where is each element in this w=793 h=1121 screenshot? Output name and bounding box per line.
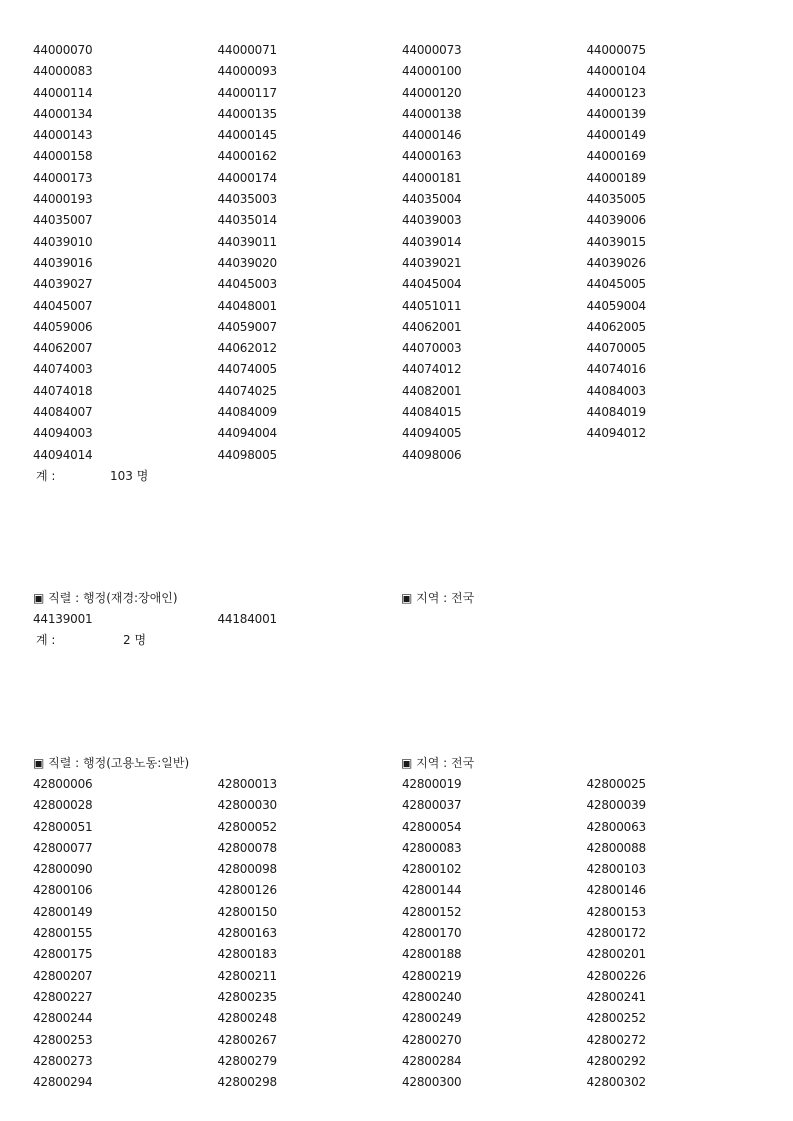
number-grid-3	[33, 776, 773, 1095]
applicant-number: 42800037	[402, 798, 462, 813]
applicant-number: 42800083	[402, 840, 462, 855]
applicant-number: 44035004	[402, 192, 462, 207]
applicant-number: 44039020	[217, 255, 277, 270]
applicant-number: 44074018	[33, 383, 93, 398]
applicant-number: 44062012	[217, 341, 277, 356]
applicant-number: 44000138	[402, 106, 462, 121]
applicant-number: 42800244	[33, 1011, 93, 1026]
applicant-number: 42800279	[217, 1053, 277, 1068]
job-series-title: ▣ 직렬 : 행정(재경:장애인)	[33, 591, 178, 605]
applicant-number: 44039014	[402, 234, 462, 249]
applicant-number: 44000173	[33, 170, 93, 185]
applicant-number: 44084009	[217, 405, 277, 420]
applicant-number: 44062005	[586, 319, 646, 334]
applicant-number: 42800172	[586, 926, 646, 941]
applicant-number: 44000114	[33, 85, 93, 100]
applicant-number: 44039015	[586, 234, 646, 249]
applicant-number: 42800235	[217, 989, 277, 1004]
applicant-number: 44035005	[586, 192, 646, 207]
applicant-number: 44084015	[402, 405, 462, 420]
number-grid-2	[33, 611, 773, 632]
applicant-number: 44000189	[586, 170, 646, 185]
total-row-2	[33, 632, 773, 654]
applicant-number: 44094012	[586, 426, 646, 441]
applicant-number: 44000100	[402, 64, 462, 79]
applicant-number: 42800253	[33, 1032, 93, 1047]
applicant-number: 42800153	[586, 904, 646, 919]
applicant-number: 44000104	[586, 64, 646, 79]
applicant-number: 44000123	[586, 85, 646, 100]
total-row-1	[33, 468, 773, 490]
section-3	[33, 754, 773, 1095]
section-1	[33, 42, 773, 490]
applicant-number: 42800077	[33, 840, 93, 855]
applicant-number: 42800252	[586, 1011, 646, 1026]
applicant-number: 42800152	[402, 904, 462, 919]
applicant-number: 42800054	[402, 819, 462, 834]
applicant-number: 42800300	[402, 1075, 462, 1090]
applicant-number: 44000071	[217, 43, 277, 57]
applicant-number: 42800150	[217, 904, 277, 919]
applicant-number: 44059004	[586, 298, 646, 313]
applicant-number: 42800028	[33, 798, 93, 813]
applicant-number: 44000145	[217, 128, 277, 143]
applicant-number: 44139001	[33, 612, 93, 626]
applicant-number: 42800146	[586, 883, 646, 898]
applicant-number: 44098005	[217, 447, 277, 462]
applicant-number: 44094014	[33, 447, 93, 462]
applicant-number: 42800170	[402, 926, 462, 941]
applicant-number: 44039011	[217, 234, 277, 249]
applicant-number: 44000073	[402, 43, 462, 57]
applicant-number: 42800144	[402, 883, 462, 898]
applicant-number: 44000158	[33, 149, 93, 164]
applicant-number: 44074012	[402, 362, 462, 377]
applicant-number: 42800019	[402, 777, 462, 791]
applicant-number: 42800270	[402, 1032, 462, 1047]
applicant-number: 44000139	[586, 106, 646, 121]
applicant-number: 42800126	[217, 883, 277, 898]
applicant-number: 42800039	[586, 798, 646, 813]
applicant-number: 42800267	[217, 1032, 277, 1047]
applicant-number: 44000120	[402, 85, 462, 100]
applicant-number: 42800078	[217, 840, 277, 855]
applicant-number: 42800227	[33, 989, 93, 1004]
applicant-number: 44000117	[217, 85, 277, 100]
applicant-number: 42800106	[33, 883, 93, 898]
applicant-number: 44000143	[33, 128, 93, 143]
region-title: ▣ 지역 : 전국	[401, 756, 475, 770]
applicant-number: 44094004	[217, 426, 277, 441]
applicant-number: 44074005	[217, 362, 277, 377]
applicant-number: 42800025	[586, 777, 646, 791]
applicant-number: 44000174	[217, 170, 277, 185]
applicant-number: 42800298	[217, 1075, 277, 1090]
applicant-number: 42800051	[33, 819, 93, 834]
total-label: 계 :	[36, 633, 56, 648]
applicant-number: 42800226	[586, 968, 646, 983]
applicant-number: 42800155	[33, 926, 93, 941]
applicant-number: 44000169	[586, 149, 646, 164]
applicant-number: 44070005	[586, 341, 646, 356]
applicant-number: 44039027	[33, 277, 93, 292]
applicant-number: 42800302	[586, 1075, 646, 1090]
number-grid-1	[33, 42, 773, 468]
applicant-number: 42800240	[402, 989, 462, 1004]
applicant-number: 44000093	[217, 64, 277, 79]
applicant-number: 44000163	[402, 149, 462, 164]
applicant-number: 44084019	[586, 405, 646, 420]
applicant-number: 44045003	[217, 277, 277, 292]
applicant-number: 44074003	[33, 362, 93, 377]
applicant-number: 44039016	[33, 255, 93, 270]
applicant-number: 44035007	[33, 213, 93, 228]
applicant-number: 44000070	[33, 43, 93, 57]
applicant-number: 44039026	[586, 255, 646, 270]
applicant-number: 44094005	[402, 426, 462, 441]
applicant-number: 44000181	[402, 170, 462, 185]
applicant-number: 42800163	[217, 926, 277, 941]
applicant-number: 42800219	[402, 968, 462, 983]
applicant-number: 42800149	[33, 904, 93, 919]
applicant-number: 44035003	[217, 192, 277, 207]
applicant-number: 44048001	[217, 298, 277, 313]
applicant-number: 42800207	[33, 968, 93, 983]
total-value: 103 명	[110, 468, 149, 483]
applicant-number: 44000162	[217, 149, 277, 164]
applicant-number: 44000149	[586, 128, 646, 143]
applicant-number: 42800030	[217, 798, 277, 813]
applicant-number: 42800175	[33, 947, 93, 962]
applicant-number: 44059006	[33, 319, 93, 334]
applicant-number: 44000135	[217, 106, 277, 121]
section-2	[33, 589, 773, 654]
applicant-number: 44045007	[33, 298, 93, 313]
applicant-number: 44000075	[586, 43, 646, 57]
section-header-3	[33, 754, 773, 776]
applicant-number: 44039003	[402, 213, 462, 228]
applicant-number: 42800006	[33, 777, 93, 791]
applicant-number: 44039010	[33, 234, 93, 249]
applicant-number: 44082001	[402, 383, 462, 398]
applicant-number: 42800088	[586, 840, 646, 855]
applicant-number: 42800090	[33, 862, 93, 877]
applicant-number: 44062007	[33, 341, 93, 356]
applicant-number: 42800183	[217, 947, 277, 962]
applicant-number: 44035014	[217, 213, 277, 228]
job-series-title: ▣ 직렬 : 행정(고용노동:일반)	[33, 756, 190, 770]
applicant-number: 44059007	[217, 319, 277, 334]
applicant-number: 44051011	[402, 298, 462, 313]
applicant-number: 44039006	[586, 213, 646, 228]
applicant-number: 42800292	[586, 1053, 646, 1068]
applicant-number: 44062001	[402, 319, 462, 334]
applicant-number: 42800249	[402, 1011, 462, 1026]
applicant-number: 44000146	[402, 128, 462, 143]
applicant-number: 44070003	[402, 341, 462, 356]
region-title: ▣ 지역 : 전국	[401, 591, 475, 605]
applicant-number: 44045005	[586, 277, 646, 292]
applicant-number: 44000193	[33, 192, 93, 207]
applicant-number: 44098006	[402, 447, 462, 462]
applicant-number: 44094003	[33, 426, 93, 441]
applicant-number: 42800188	[402, 947, 462, 962]
applicant-number: 42800211	[217, 968, 277, 983]
applicant-number: 44039021	[402, 255, 462, 270]
applicant-number: 42800052	[217, 819, 277, 834]
applicant-number: 44000083	[33, 64, 93, 79]
applicant-number: 44074016	[586, 362, 646, 377]
applicant-number: 44084003	[586, 383, 646, 398]
section-header-2	[33, 589, 773, 611]
applicant-number: 44045004	[402, 277, 462, 292]
applicant-number: 42800248	[217, 1011, 277, 1026]
applicant-number: 42800063	[586, 819, 646, 834]
total-label: 계 :	[36, 468, 56, 483]
applicant-number: 44184001	[217, 612, 277, 626]
applicant-number: 42800294	[33, 1075, 93, 1090]
applicant-number: 42800103	[586, 862, 646, 877]
applicant-number: 42800284	[402, 1053, 462, 1068]
applicant-number: 42800201	[586, 947, 646, 962]
applicant-number: 42800273	[33, 1053, 93, 1068]
applicant-number: 42800241	[586, 989, 646, 1004]
applicant-number: 42800272	[586, 1032, 646, 1047]
applicant-number: 42800098	[217, 862, 277, 877]
total-value: 2 명	[123, 633, 147, 648]
applicant-number: 44084007	[33, 405, 93, 420]
applicant-number: 42800102	[402, 862, 462, 877]
applicant-number: 42800013	[217, 777, 277, 791]
applicant-number: 44074025	[217, 383, 277, 398]
applicant-number: 44000134	[33, 106, 93, 121]
